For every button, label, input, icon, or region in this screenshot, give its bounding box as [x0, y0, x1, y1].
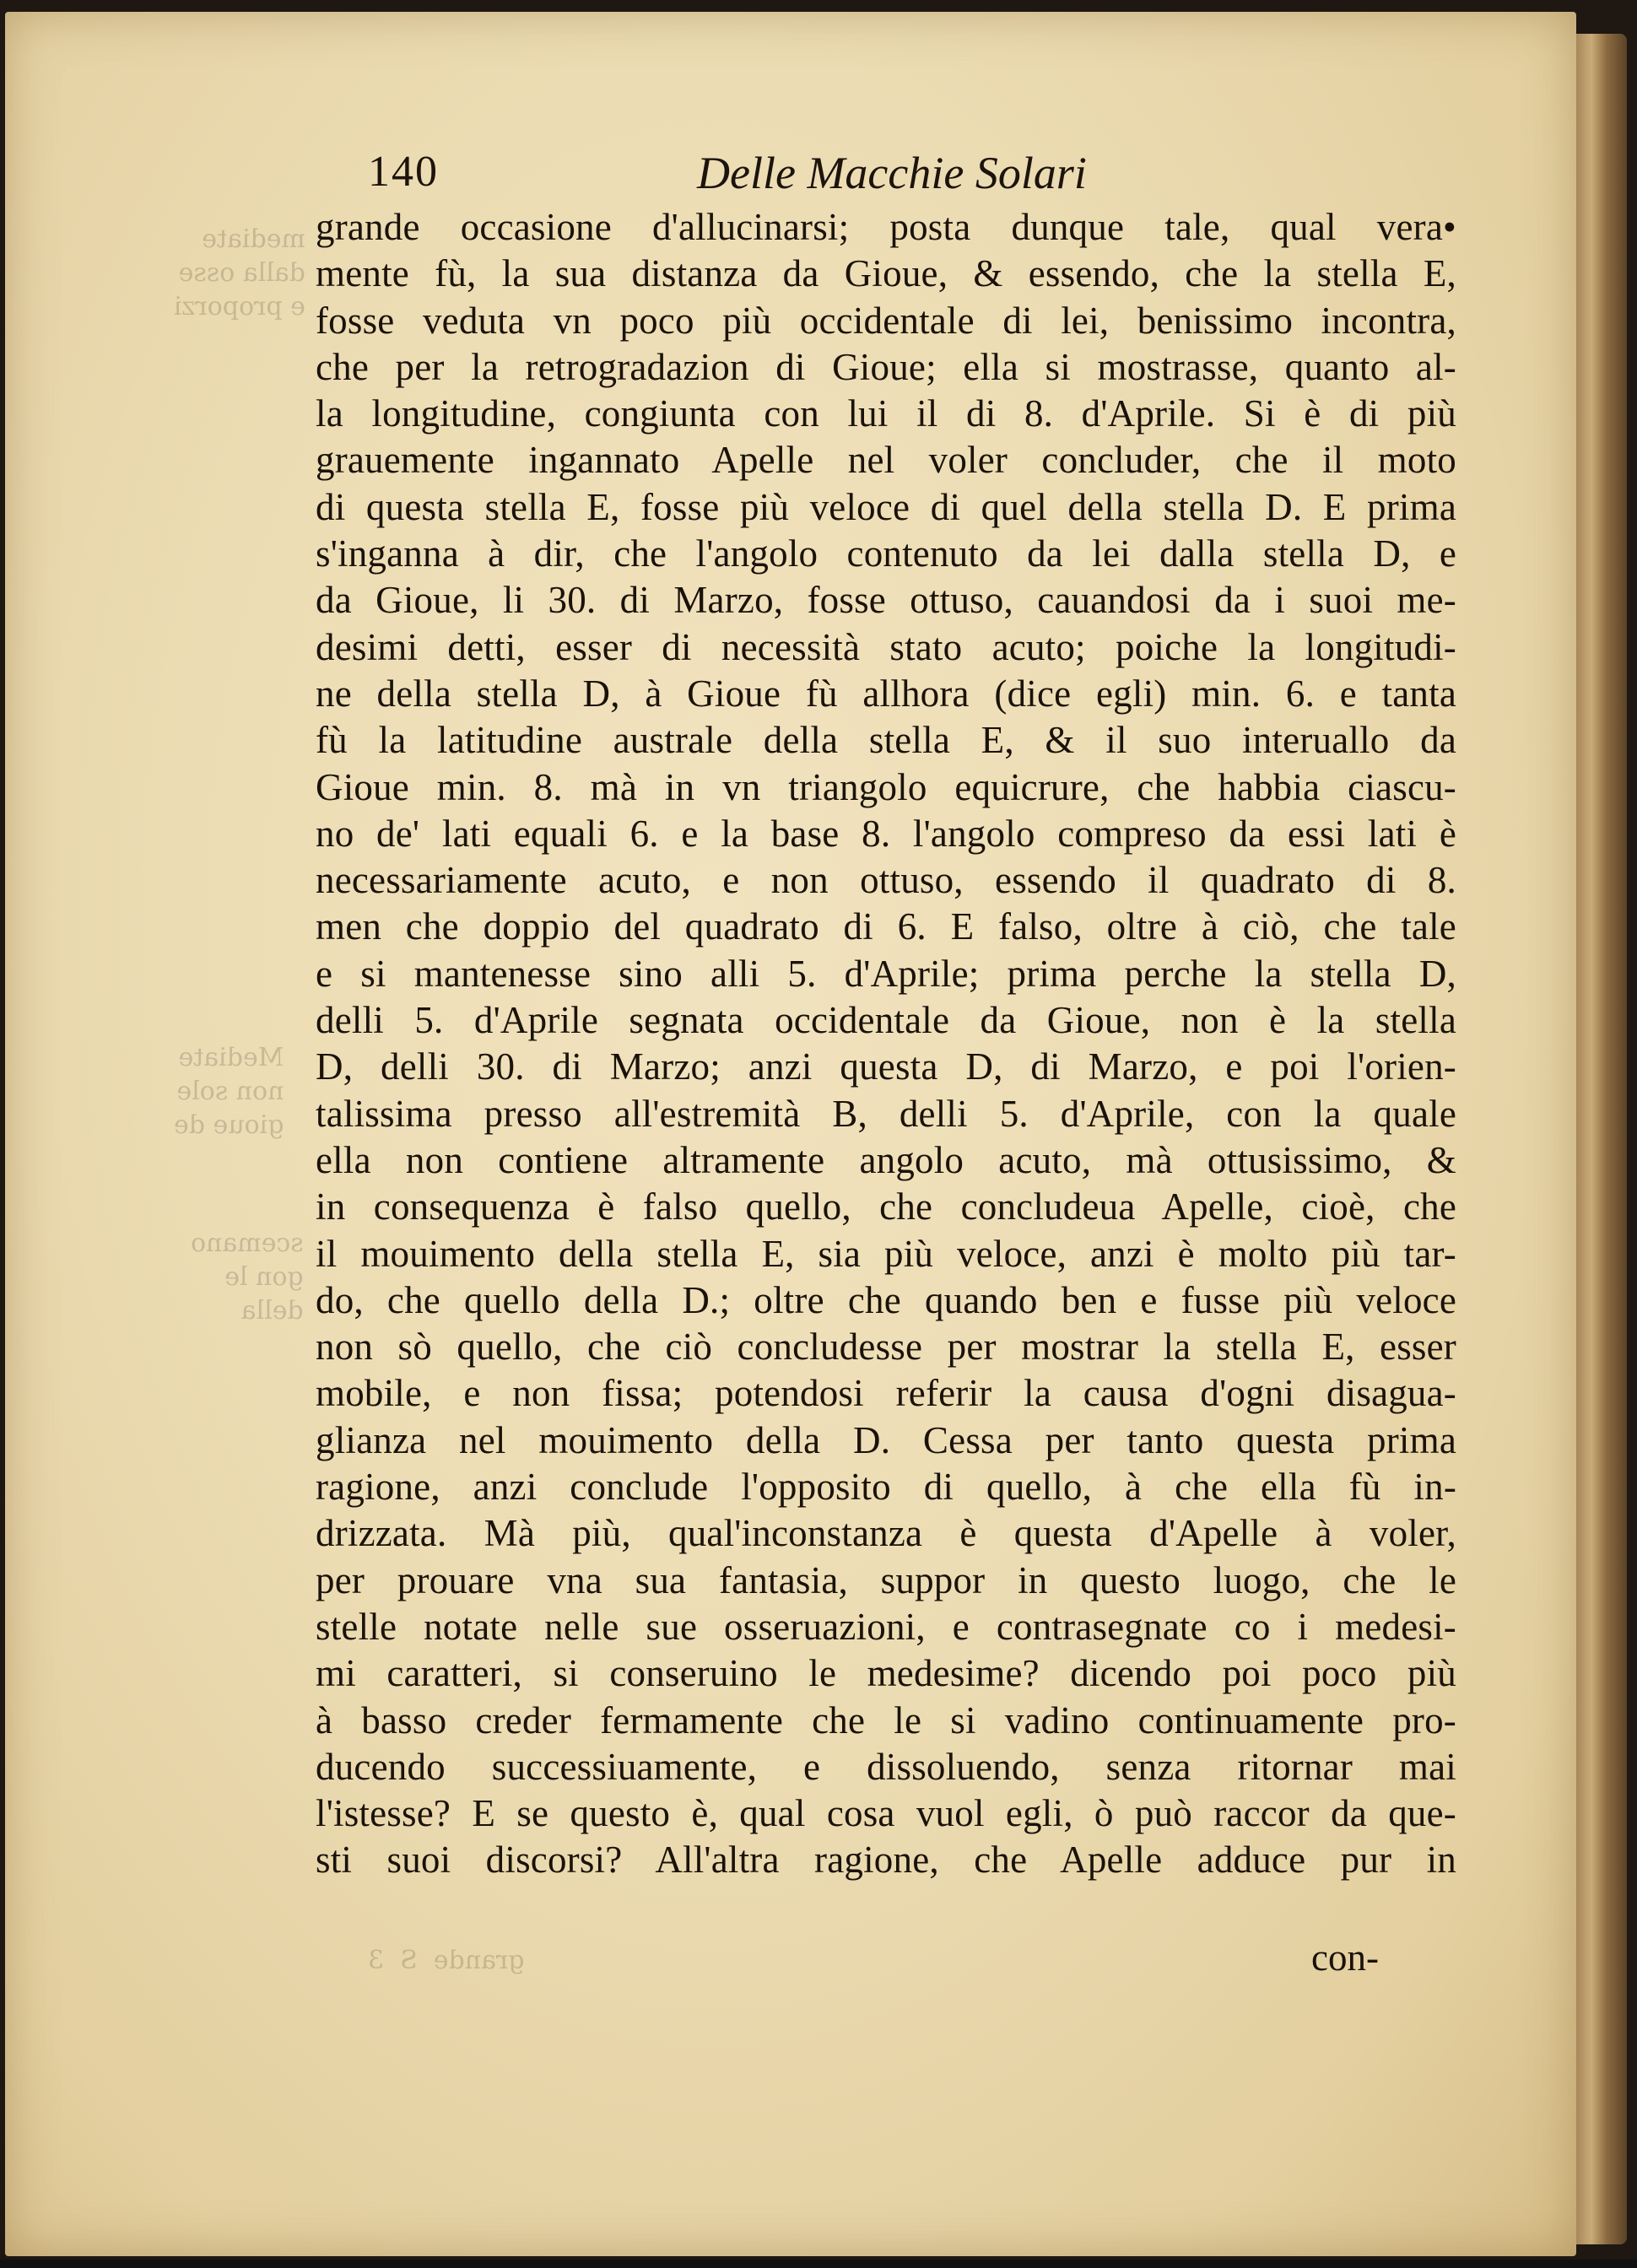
text-line: do, che quello della D.; oltre che quando ben e fusse più veloce [316, 1278, 1456, 1321]
text-line: no de' lati equali 6. e la base 8. l'angolo compreso da essi lati è [316, 812, 1456, 855]
text-line: da Gioue, li 30. di Marzo, fosse ottuso, cauandosi da i suoi me- [316, 579, 1456, 622]
page-header [368, 147, 1127, 206]
text-line: grauemente ingannato Apelle nel voler concluder, che il moto [316, 439, 1456, 482]
text-line: per prouare vna sua fantasia, suppor in questo luogo, che le [316, 1558, 1456, 1601]
text-line: talissima presso all'estremità B, delli 5. d'Aprile, con la quale [316, 1092, 1456, 1135]
text-line: e si mantenesse sino alli 5. d'Aprile; prima perche la stella D, [316, 952, 1456, 995]
text-line: ragione, anzi conclude l'opposito di quello, à che ella fù in- [316, 1466, 1456, 1509]
running-title: Delle Macchie Solari [697, 148, 1087, 198]
text-line: delli 5. d'Aprile segnata occidentale da Gioue, non è la stella [316, 999, 1456, 1042]
text-line: la longitudine, congiunta con lui il di 8. d'Aprile. Si è di più [316, 392, 1456, 435]
text-line: sti suoi discorsi? All'altra ragione, che Apelle adduce pur in [316, 1839, 1456, 1882]
text-line: Gioue min. 8. mà in vn triangolo equicrure, che habbia ciascu- [316, 765, 1456, 808]
text-line: fù la latitudine australe della stella E, & il suo interuallo da [316, 719, 1456, 762]
text-line: mente fù, la sua distanza da Gioue, & essendo, che la stella E, [316, 252, 1456, 295]
text-line: D, delli 30. di Marzo; anzi questa D, di Marzo, e poi l'orien- [316, 1045, 1456, 1088]
body-text [316, 204, 1456, 1884]
text-line: stelle notate nelle sue osseruazioni, e contrasegnate co i medesi- [316, 1605, 1456, 1648]
text-line: ne della stella D, à Gioue fù allhora (dice egli) min. 6. e tanta [316, 672, 1456, 715]
text-line: mobile, e non fissa; potendosi referir la causa d'ogni disagua- [316, 1372, 1456, 1415]
scan-bottom-edge [0, 2260, 1637, 2268]
text-line: à basso creder fermamente che le si vadino continuamente pro- [316, 1698, 1456, 1742]
show-through-margin-note-lower: scemano gon le della [191, 1228, 304, 1326]
text-line: di questa stella E, fosse più veloce di quel della stella D. E prima [316, 485, 1456, 528]
page-number: 140 [368, 148, 439, 196]
text-line: l'istesse? E se questo è, qual cosa vuol egli, ò può raccor da que- [316, 1792, 1456, 1835]
show-through-margin-note-middle: Mediate non sole gioue de [174, 1043, 284, 1140]
show-through-catchword: grande S 3 [368, 1946, 525, 1975]
catchword: con- [1311, 1936, 1379, 1979]
text-line: ducendo successiuamente, e dissoluendo, senza ritornar mai [316, 1745, 1456, 1788]
text-line: men che doppio del quadrato di 6. E falso, oltre à ciò, che tale [316, 905, 1456, 948]
text-line: s'inganna à dir, che l'angolo contenuto da lei dalla stella D, e [316, 532, 1456, 575]
book-page [5, 12, 1576, 2256]
text-line: glianza nel mouimento della D. Cessa per tanto questa prima [316, 1418, 1456, 1461]
book-page-edge [1576, 34, 1627, 2244]
text-line: drizzata. Mà più, qual'inconstanza è questa d'Apelle à voler, [316, 1512, 1456, 1555]
text-line: fosse veduta vn poco più occidentale di lei, benissimo incontra, [316, 299, 1456, 342]
text-line: il mouimento della stella E, sia più veloce, anzi è molto più tar- [316, 1232, 1456, 1275]
text-line: ella non contiene altramente angolo acuto, mà ottusissimo, & [316, 1138, 1456, 1181]
text-line: desimi detti, esser di necessità stato acuto; poiche la longitudi- [316, 625, 1456, 668]
text-line: necessariamente acuto, e non ottuso, essendo il quadrato di 8. [316, 859, 1456, 902]
text-line: grande occasione d'allucinarsi; posta dunque tale, qual vera• [316, 206, 1456, 248]
text-line: che per la retrogradazion di Gioue; ella si mostrasse, quanto al- [316, 345, 1456, 388]
show-through-margin-note-top: mediate dalla osse e proporzi [174, 224, 305, 321]
text-line: mi caratteri, si conseruino le medesime? dicendo poi poco più [316, 1652, 1456, 1695]
text-line: in consequenza è falso quello, che concludeua Apelle, cioè, che [316, 1185, 1456, 1228]
text-line: non sò quello, che ciò concludesse per mostrar la stella E, esser [316, 1326, 1456, 1369]
